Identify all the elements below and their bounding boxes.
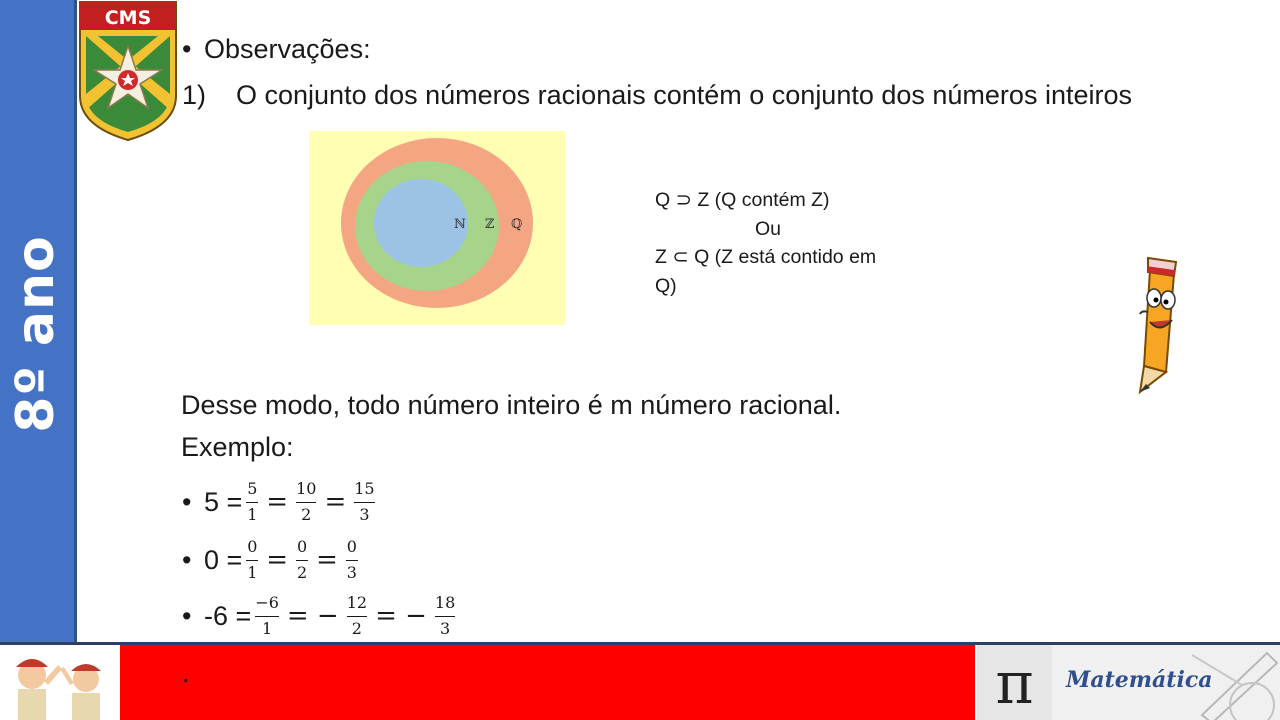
example-heading: Exemplo:	[181, 432, 294, 462]
subject-title: Matemática	[1066, 667, 1213, 693]
svg-text:CMS: CMS	[104, 7, 152, 29]
grade-sidebar	[0, 0, 77, 642]
observations-heading: • Observações:	[182, 34, 371, 64]
fraction: $\frac{0}{2}$	[297, 537, 308, 582]
saluting-cadets-image	[0, 645, 120, 720]
example-row-3: • -6 = $\frac{-6}{1}$ = − $\frac{12}{2}$ = − $\frac{18}{3}$	[182, 593, 456, 638]
pencil-mascot-icon	[1130, 254, 1186, 394]
fraction: $\frac{15}{3}$	[354, 479, 375, 524]
pi-icon: π	[995, 648, 1034, 717]
fraction: $\frac{-6}{1}$	[255, 593, 279, 638]
example-row-1: • 5 = $\frac{5}{1}$ = $\frac{10}{2}$ = $\frac{15}{3}$	[182, 479, 375, 524]
footer-band	[120, 645, 975, 720]
fraction: $\frac{18}{3}$	[434, 593, 456, 638]
fraction: $\frac{12}{2}$	[346, 593, 368, 638]
fraction: $\frac{10}{2}$	[296, 479, 317, 524]
subject-banner	[1052, 645, 1280, 720]
set-notation-notes: Q ⊃ Z (Q contém Z) Ou Z ⊂ Q (Z está contido em Q)	[655, 189, 877, 297]
school-crest-logo	[76, 0, 180, 142]
fraction: $\frac{5}{1}$	[247, 479, 258, 524]
svg-text:ℕ: ℕ	[454, 217, 466, 232]
observation-item-1: 1) O conjunto dos números racionais contém o conjunto dos números inteiros	[182, 80, 1132, 110]
fraction: $\frac{0}{3}$	[346, 537, 357, 582]
svg-text:ℚ: ℚ	[511, 217, 523, 232]
fraction: $\frac{0}{1}$	[247, 537, 258, 582]
grade-label: 8º ano	[6, 234, 66, 433]
svg-text:ℤ: ℤ	[485, 217, 495, 232]
pi-badge	[977, 645, 1052, 720]
venn-diagram	[309, 131, 565, 325]
footer-period: .	[182, 658, 190, 688]
bullet: •	[182, 34, 192, 64]
integer-rational-statement: Desse modo, todo número inteiro é m número racional.	[181, 390, 842, 420]
example-row-2: • 0 = $\frac{0}{1}$ = $\frac{0}{2}$ = $\frac{0}{3}$	[182, 537, 357, 582]
